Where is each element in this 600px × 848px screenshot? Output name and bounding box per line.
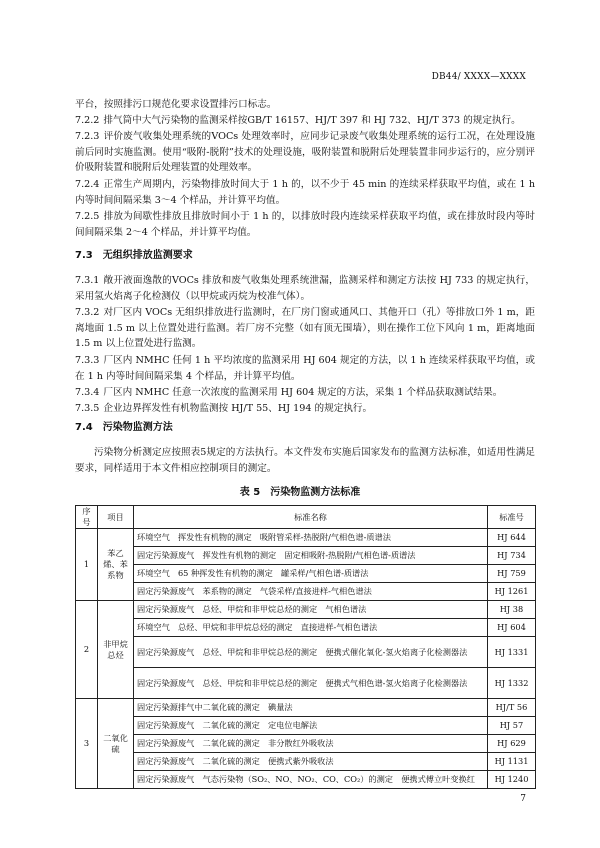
standard-code: HJ 759 bbox=[488, 565, 536, 583]
standard-code: HJ 734 bbox=[488, 547, 536, 565]
clause-7-3-3 bbox=[75, 353, 535, 384]
clause-number: 7.2.5 bbox=[75, 211, 100, 222]
standard-name: 固定污染源废气 总烃、甲烷和非甲烷总烃的测定 气相色谱法 bbox=[134, 601, 488, 619]
table-row bbox=[76, 753, 536, 771]
standard-name: 固定污染源废气 苯系物的测定 气袋采样/直接进样-气相色谱法 bbox=[134, 583, 488, 601]
section-heading-7-3 bbox=[75, 249, 193, 263]
standard-code: HJ 644 bbox=[488, 529, 536, 547]
table-caption: 表 5 污染物监测方法标准 bbox=[239, 487, 361, 498]
clause-7-3-2 bbox=[75, 305, 535, 352]
header-item: 项目 bbox=[98, 506, 134, 529]
header-standard-code: 标准号 bbox=[488, 506, 536, 529]
group-item: 苯乙烯、苯系物 bbox=[98, 529, 134, 601]
page-number: 7 bbox=[520, 794, 526, 804]
clause-text: 厂区内 NMHC 任意一次浓度的监测采用 HJ 604 规定的方法，采集 1 个样品获取测试结果。 bbox=[103, 387, 503, 398]
table-row bbox=[76, 565, 536, 583]
standard-code: HJ 1332 bbox=[488, 668, 536, 699]
standard-name: 固定污染源废气 气态污染物（SO₂、NO、NO₂、CO、CO₂）的测定 便携式傅立叶变换红 bbox=[134, 771, 488, 789]
clause-text: 敞开液面逸散的VOCs 排放和废气收集处理系统泄漏，监测采样和测定方法按 HJ 733 的规定执行，采用氢火焰离子化检测仪（以甲烷或丙烷为校准气体）。 bbox=[75, 275, 535, 302]
standard-name: 固定污染源废气 挥发性有机物的测定 固定相吸附-热脱附/气相色谱-质谱法 bbox=[134, 547, 488, 565]
standard-code: HJ 1261 bbox=[488, 583, 536, 601]
table-header-row bbox=[76, 506, 536, 529]
monitoring-methods-table bbox=[75, 505, 536, 789]
table-row bbox=[76, 583, 536, 601]
standard-name: 固定污染源废气 总烃、甲烷和非甲烷总烃的测定 便携式气相色谱-氢火焰离子化检测器法 bbox=[134, 668, 488, 699]
standard-code: HJ 57 bbox=[488, 717, 536, 735]
section-heading-7-4 bbox=[75, 421, 173, 435]
clause-7-2-3 bbox=[75, 129, 535, 176]
clause-text: 对厂区内 VOCs 无组织排放进行监测时，在厂房门窗或通风口、其他开口（孔）等排放口外 1 m，距离地面 1.5 m 以上位置处进行监测。若厂房不完整（如有顶无围墙），则在操作工位下风向 1 m，距离地面 1.5 m 以上位置处进行监测。 bbox=[75, 307, 535, 350]
standard-code: HJ 604 bbox=[488, 619, 536, 637]
paragraph-monitoring-methods: 污染物分析测定应按照表5规定的方法执行。本文件发布实施后国家发布的监测方法标准，如适用性满足要求，同样适用于本文件相应控制项目的测定。 bbox=[75, 447, 535, 474]
header-standard-name: 标准名称 bbox=[134, 506, 488, 529]
section-number: 7.4 bbox=[75, 422, 93, 433]
table-row bbox=[76, 637, 536, 668]
standard-name: 固定污染源废气 二氧化硫的测定 便携式紫外吸收法 bbox=[134, 753, 488, 771]
table-row bbox=[76, 529, 536, 547]
group-seq: 3 bbox=[76, 699, 98, 789]
header-seq: 序号 bbox=[76, 506, 98, 529]
table-row bbox=[76, 547, 536, 565]
standard-code: HJ 1131 bbox=[488, 753, 536, 771]
standard-code: HJ 1240 bbox=[488, 771, 536, 789]
clause-text: 评价废气收集处理系统的VOCs 处理效率时，应同步记录废气收集处理系统的运行工况，在处理设施前后同时实施监测。使用“吸附-脱附”技术的处理设施，吸附装置和脱附后处理装置非同步运行的，应分别评价吸附装置和脱附后处理装置的处理效率。 bbox=[75, 131, 535, 174]
standard-code: HJ 1331 bbox=[488, 637, 536, 668]
section-title: 无组织排放监测要求 bbox=[102, 250, 193, 261]
clause-number: 7.3.1 bbox=[75, 275, 100, 286]
standard-name: 固定污染源废气 总烃、甲烷和非甲烷总烃的测定 便携式催化氧化-氢火焰离子化检测器法 bbox=[134, 637, 488, 668]
clause-number: 7.3.2 bbox=[75, 307, 100, 318]
section-title: 污染物监测方法 bbox=[102, 422, 173, 433]
standard-code: HJ 629 bbox=[488, 735, 536, 753]
standard-name: 环境空气 65 种挥发性有机物的测定 罐采样/气相色谱-质谱法 bbox=[134, 565, 488, 583]
clause-7-2-2 bbox=[75, 113, 535, 129]
standard-name: 固定污染源废气 二氧化硫的测定 定电位电解法 bbox=[134, 717, 488, 735]
clause-7-2-4 bbox=[75, 177, 535, 208]
clause-text: 企业边界挥发性有机物监测按 HJ/T 55、HJ 194 的规定执行。 bbox=[103, 403, 373, 414]
document-code: DB44/ XXXX—XXXX bbox=[431, 72, 526, 82]
paragraph-continuation: 平台，按照排污口规范化要求设置排污口标志。 bbox=[75, 99, 277, 110]
clause-number: 7.2.3 bbox=[75, 131, 100, 142]
group-item: 非甲烷总烃 bbox=[98, 601, 134, 699]
table-row bbox=[76, 735, 536, 753]
clause-7-3-4 bbox=[75, 385, 535, 401]
table-row bbox=[76, 668, 536, 699]
standard-name: 环境空气 挥发性有机物的测定 吸附管采样-热脱附/气相色谱-质谱法 bbox=[134, 529, 488, 547]
table-row bbox=[76, 601, 536, 619]
group-item: 二氧化硫 bbox=[98, 699, 134, 789]
section-number: 7.3 bbox=[75, 250, 93, 261]
group-seq: 2 bbox=[76, 601, 98, 699]
clause-number: 7.3.3 bbox=[75, 355, 100, 366]
clause-number: 7.3.5 bbox=[75, 403, 100, 414]
standard-name: 固定污染源废气 二氧化硫的测定 非分散红外吸收法 bbox=[134, 735, 488, 753]
clause-7-3-1 bbox=[75, 273, 535, 304]
table-row bbox=[76, 619, 536, 637]
clause-number: 7.3.4 bbox=[75, 387, 100, 398]
clause-7-2-5 bbox=[75, 209, 535, 240]
clause-7-3-5 bbox=[75, 401, 535, 417]
table-row bbox=[76, 717, 536, 735]
table-row bbox=[76, 699, 536, 717]
standard-name: 环境空气 总烃、甲烷和非甲烷总烃的测定 直接进样-气相色谱法 bbox=[134, 619, 488, 637]
table-row bbox=[76, 771, 536, 789]
clause-number: 7.2.4 bbox=[75, 179, 100, 190]
clause-number: 7.2.2 bbox=[75, 115, 100, 126]
standard-code: HJ/T 56 bbox=[488, 699, 536, 717]
clause-text: 排放为间歇性排放且排放时间小于 1 h 的，以排放时段内连续采样获取平均值，或在排放时段内等时间间隔采集 2～4 个样品，并计算平均值。 bbox=[75, 211, 535, 238]
clause-text: 正常生产周期内，污染物排放时间大于 1 h 的，以不少于 45 min 的连续采样获取平均值，或在 1 h 内等时间间隔采集 3～4 个样品，并计算平均值。 bbox=[75, 179, 535, 206]
group-seq: 1 bbox=[76, 529, 98, 601]
clause-text: 厂区内 NMHC 任何 1 h 平均浓度的监测采用 HJ 604 规定的方法，以 1 h 连续采样获取平均值，或在 1 h 内等时间间隔采集 4 个样品，并计算平均值。 bbox=[75, 355, 535, 382]
standard-code: HJ 38 bbox=[488, 601, 536, 619]
clause-text: 排气筒中大气污染物的监测采样按GB/T 16157、HJ/T 397 和 HJ 732、HJ/T 373 的规定执行。 bbox=[103, 115, 521, 126]
standard-name: 固定污染源排气中二氧化硫的测定 碘量法 bbox=[134, 699, 488, 717]
